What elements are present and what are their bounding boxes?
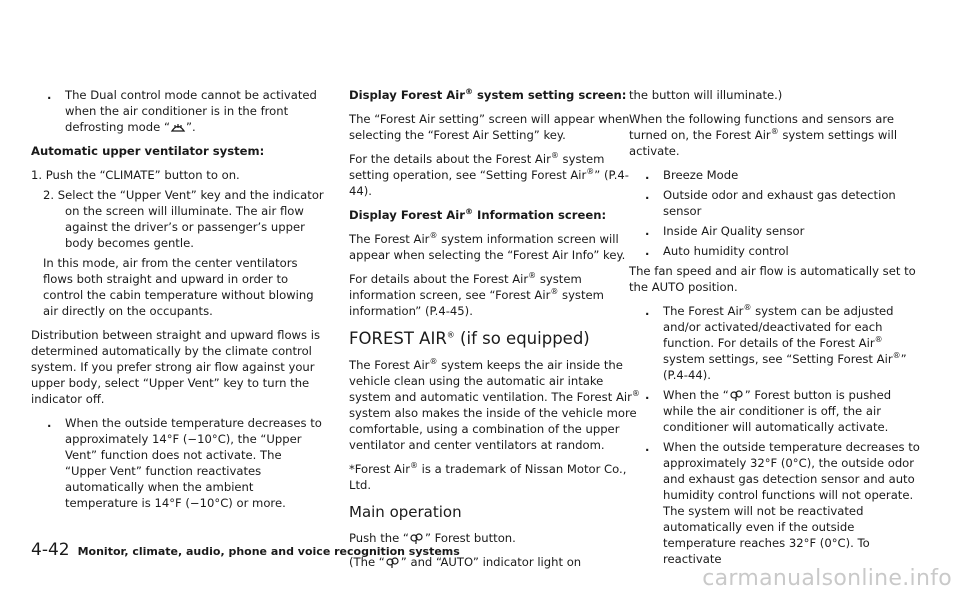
bullet-mark: . <box>645 224 650 238</box>
list-item <box>629 223 924 239</box>
heading-auto-upper-vent: Automatic upper ventilator system: <box>31 144 265 158</box>
bullet-mark: . <box>645 440 650 454</box>
trademark-note <box>349 461 644 493</box>
text: ” Forest button is pushed while the air conditioner is off, the air conditioner will automatically activate. <box>663 388 892 434</box>
text: ” and “AUTO” indicator light on <box>400 555 582 569</box>
text: system setting operation, see “Setting Forest Air <box>349 152 605 182</box>
forest-button-icon <box>729 390 745 401</box>
list-item <box>629 187 924 219</box>
text: When the following functions and sensors are turned on, the Forest Air <box>629 112 894 142</box>
heading-text: FOREST AIR <box>349 329 447 348</box>
distribution-text: Distribution between straight and upward flows is determined automatically by the climate control system. If you prefer strong air flow against your upper body, select “Upper Vent” key to turn the indicator off. <box>31 328 321 406</box>
step-2-more <box>31 255 326 319</box>
page-footer <box>31 542 460 560</box>
registered-mark: ® <box>631 389 640 399</box>
bullet-mark: . <box>47 88 52 102</box>
heading-main-operation: Main operation <box>349 503 462 521</box>
step-1: 1. Push the “CLIMATE” button to on. <box>31 168 240 182</box>
bullet-pushed <box>629 387 924 435</box>
text: For the details about the Forest Air <box>349 152 551 166</box>
text: system settings, see “Setting Forest Air <box>663 352 893 366</box>
heading-display-setting <box>349 87 644 103</box>
text: The Forest Air <box>349 232 430 246</box>
dual-control-text-end: ”. <box>185 120 196 134</box>
sensors-text <box>629 111 924 159</box>
text: When the “ <box>663 388 729 402</box>
registered-mark: ® <box>464 87 473 97</box>
text: ” Forest button. <box>424 531 516 545</box>
heading-text: Display Forest Air <box>349 88 465 102</box>
heading-text-end: Information screen: <box>472 208 607 222</box>
forest-description <box>349 357 644 453</box>
list-item <box>629 167 924 183</box>
list-item <box>629 243 924 259</box>
page-number: 4-42 <box>31 540 70 560</box>
column-2 <box>349 87 644 578</box>
registered-mark: ® <box>770 127 779 137</box>
section-title: Monitor, climate, audio, phone and voice recognition systems <box>77 545 460 558</box>
heading-text-end: system setting screen: <box>472 88 627 102</box>
bullet-adjust <box>629 303 924 383</box>
text: *Forest Air <box>349 462 410 476</box>
bullet-mark: . <box>645 304 650 318</box>
registered-mark: ® <box>429 231 438 241</box>
bullet-mark: . <box>47 416 52 430</box>
step-2-more-text: In this mode, air from the center ventilators flows both straight and upward in order to control the cabin temperature without blowing air directly on the occupants. <box>43 256 314 318</box>
dual-control-text: The Dual control mode cannot be activated when the air conditioner is in the front defrosting mode “ <box>65 88 317 134</box>
text: ” (P.4-44). <box>663 352 907 382</box>
text: system can be adjusted and/or activated/deactivated for each function. For details of the Forest Air <box>663 304 894 350</box>
text: system information screen will appear when selecting the “Forest Air Info” key. <box>349 232 626 262</box>
info-text <box>349 231 644 263</box>
fan-text: The fan speed and air flow is automatically set to the AUTO position. <box>629 264 916 294</box>
list-item-text: Outside odor and exhaust gas detection sensor <box>663 188 896 218</box>
text: For details about the Forest Air <box>349 272 529 286</box>
registered-mark: ® <box>550 151 559 161</box>
text: system also makes the inside of the vehicle more comfortable, using a combination of the upper ventilator and center ventilators at random. <box>349 406 637 452</box>
text: The Forest Air <box>349 358 430 372</box>
bullet-mark: . <box>645 168 650 182</box>
heading-text-end: (if so equipped) <box>454 329 590 348</box>
text: ” (P.4-44). <box>349 168 629 198</box>
outside-temp-text: When the outside temperature decreases to approximately 14°F (−10°C), the “Upper Vent” function does not activate. The “Upper Vent” function reactivates automatically when the ambient temperature is 14°F (−10°C) or more. <box>65 416 322 510</box>
column-1 <box>31 87 326 519</box>
text: (The “ <box>349 555 385 569</box>
defrost-icon <box>170 122 186 133</box>
watermark: carmanualsonline.info <box>702 566 952 591</box>
details-setting <box>349 151 644 199</box>
bullet-mark: . <box>645 244 650 258</box>
text: system keeps the air inside the vehicle clean using the automatic air intake system and automatic ventilation. The Forest Air <box>349 358 632 404</box>
registered-mark: ® <box>528 271 537 281</box>
registered-mark: ® <box>874 335 883 345</box>
text: Push the “ <box>349 531 409 545</box>
text: system settings will activate. <box>629 128 898 158</box>
registered-mark: ® <box>586 167 595 177</box>
bullet-mark: . <box>645 388 650 402</box>
registered-mark: ® <box>892 351 901 361</box>
registered-mark: ® <box>464 207 473 217</box>
heading-text: Display Forest Air <box>349 208 465 222</box>
continuation-text: the button will illuminate.) <box>629 88 783 102</box>
details-info <box>349 271 644 319</box>
bullet-mark: . <box>645 188 650 202</box>
registered-mark: ® <box>550 287 559 297</box>
text: system information” (P.4-45). <box>349 288 604 318</box>
registered-mark: ® <box>429 357 438 367</box>
heading-forest-air <box>349 329 644 349</box>
column-3 <box>629 87 924 575</box>
step-2: 2. Select the “Upper Vent” key and the indicator on the screen will illuminate. The air flow against the driver’s or passenger’s upper body becomes gentle. <box>43 188 324 250</box>
list-item-text: Inside Air Quality sensor <box>663 224 805 238</box>
text: When the outside temperature decreases to approximately 32°F (0°C), the outside odor and exhaust gas detection sensor and auto humidity control functions will not operate. The system will not be reactivated automatically even if the outside temperature reaches 32°F (0°C). To reactivate <box>663 440 920 566</box>
bullet-outside-temp <box>31 415 326 511</box>
heading-display-info <box>349 207 644 223</box>
text: is a trademark of Nissan Motor Co., Ltd. <box>349 462 627 492</box>
bullet-temperature <box>629 439 924 567</box>
list-item-text: Breeze Mode <box>663 168 739 182</box>
registered-mark: ® <box>409 461 418 471</box>
text: The Forest Air <box>663 304 744 318</box>
registered-mark: ® <box>446 330 455 340</box>
text: system information screen, see “Forest Air <box>349 272 582 302</box>
bullet-dual-control <box>31 87 326 135</box>
setting-text: The “Forest Air setting” screen will appear when selecting the “Forest Air Setting” key. <box>349 112 630 142</box>
registered-mark: ® <box>743 303 752 313</box>
list-item-text: Auto humidity control <box>663 244 789 258</box>
